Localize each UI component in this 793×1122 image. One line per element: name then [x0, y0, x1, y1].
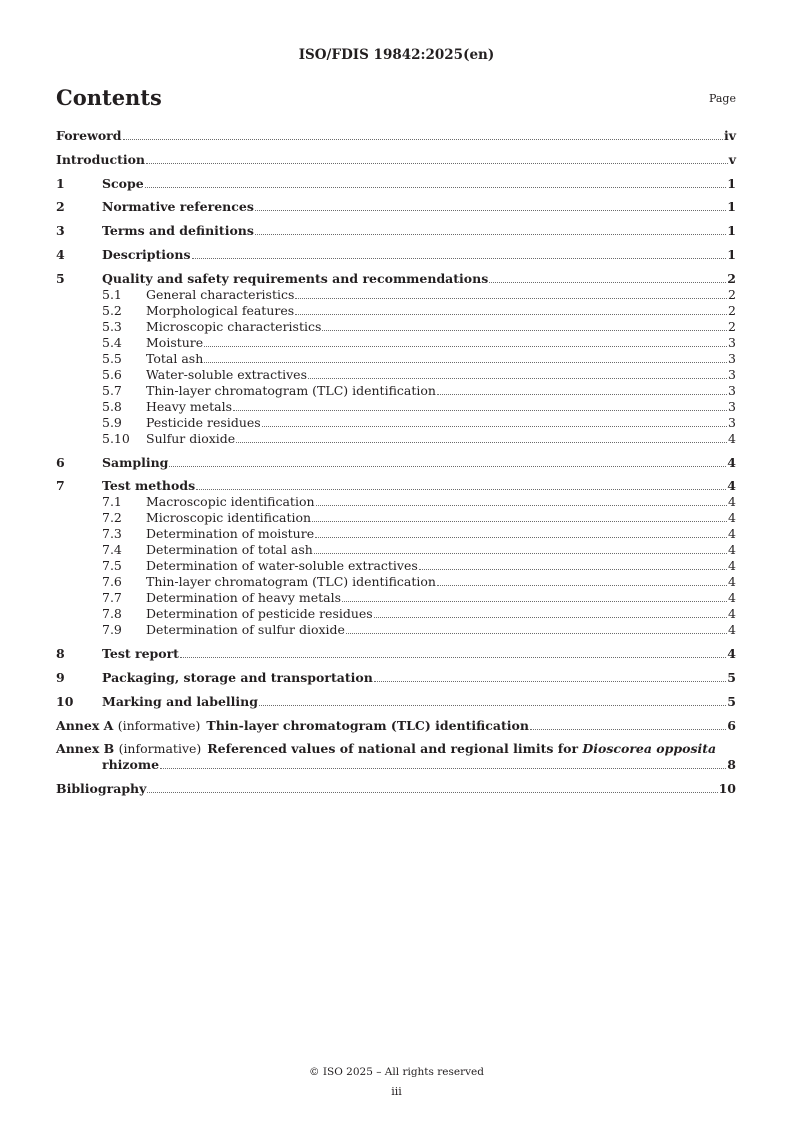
toc-entry-title: Water-soluble extractives: [146, 366, 307, 382]
leader-dots: [204, 346, 727, 347]
toc-entry-title: Terms and definitions: [102, 223, 254, 239]
toc-entry-page: 10: [718, 781, 736, 797]
toc-entry-number: 9: [56, 669, 65, 685]
leader-dots: [169, 466, 726, 467]
toc-subentry-7-9[interactable]: [56, 622, 736, 638]
toc-entry-quality-safety[interactable]: [56, 271, 736, 287]
toc-entry-normative-references[interactable]: [56, 199, 736, 215]
toc-entry-number: 7.7: [102, 590, 122, 606]
toc-entry-page: 5: [727, 669, 736, 685]
toc-entry-page: 2: [727, 270, 736, 286]
toc-entry-page: 3: [728, 366, 736, 382]
toc-entry-title: Foreword: [56, 128, 122, 143]
toc-entry-number: 5.6: [102, 366, 122, 382]
leader-dots: [255, 234, 726, 235]
toc-entry-bibliography[interactable]: [56, 781, 736, 797]
toc-subentry-7-2[interactable]: [56, 510, 736, 526]
toc-entry-page: 4: [727, 646, 736, 662]
toc-subentry-5-6[interactable]: [56, 367, 736, 383]
toc-entry-title: Bibliography: [56, 781, 147, 797]
toc-entry-title: Determination of heavy metals: [146, 590, 342, 606]
toc-entry-title: Heavy metals: [146, 398, 232, 414]
annex-title: Thin-layer chromatogram (TLC) identification: [206, 717, 529, 733]
toc-entry-title: Determination of water-soluble extractives: [146, 558, 418, 574]
toc-entry-number: 7.3: [102, 526, 122, 542]
leader-dots: [316, 505, 728, 506]
toc-entry-page: 4: [728, 574, 736, 590]
leader-dots: [147, 792, 717, 793]
toc-subentry-7-6[interactable]: [56, 574, 736, 590]
toc-entry-number: 7.4: [102, 542, 122, 558]
toc-entry-packaging[interactable]: [56, 670, 736, 686]
toc-entry-page: 4: [728, 558, 736, 574]
annex-informative: (informative): [118, 741, 202, 757]
toc-entry-number: 5.9: [102, 414, 122, 430]
annex-b-line-2: [56, 757, 736, 773]
toc-entry-test-methods[interactable]: [56, 478, 736, 494]
leader-dots: [308, 378, 727, 379]
leader-dots: [255, 210, 726, 211]
leader-dots: [374, 617, 727, 618]
page-number: iii: [391, 1085, 402, 1098]
toc-subentry-7-1[interactable]: [56, 494, 736, 510]
leader-dots: [314, 553, 727, 554]
toc-entry-page: 3: [728, 350, 736, 366]
leader-dots: [180, 657, 726, 658]
toc-entry-number: 7.8: [102, 606, 122, 622]
leader-dots: [322, 330, 727, 331]
toc-subentry-5-5[interactable]: [56, 351, 736, 367]
contents-title: Contents: [56, 85, 162, 110]
toc-entry-number: 5.10: [102, 430, 130, 446]
toc-entry-number: 4: [56, 246, 65, 262]
toc-entry-number: 7.9: [102, 622, 122, 638]
toc-entry-page: 4: [728, 494, 736, 510]
toc-entry-number: 5.7: [102, 382, 122, 398]
toc-entry-title: Sampling: [102, 454, 169, 470]
toc-entry-page: 2: [728, 286, 736, 302]
annex-informative: (informative): [117, 717, 201, 733]
toc-entry-page: iv: [723, 128, 736, 143]
toc-entry-title: General characteristics: [146, 286, 295, 302]
toc-entry-title: Total ash: [146, 350, 204, 366]
toc-entry-title: Quality and safety requirements and recommendations: [102, 270, 489, 286]
toc-entry-page: 4: [728, 622, 736, 638]
toc-entry-number: 5.4: [102, 334, 122, 350]
leader-dots: [489, 282, 726, 283]
toc-entry-title: Determination of total ash: [146, 542, 313, 558]
leader-dots: [204, 362, 727, 363]
leader-dots: [342, 601, 727, 602]
toc-entry-page: 4: [728, 542, 736, 558]
toc-entry-page: 8: [727, 757, 736, 773]
toc-entry-title: Macroscopic identification: [146, 494, 315, 510]
toc-subentry-5-9[interactable]: [56, 415, 736, 431]
toc-entry-title: Determination of pesticide residues: [146, 606, 373, 622]
toc-entry-title: [56, 718, 529, 734]
toc-entry-page: 1: [727, 223, 736, 239]
toc-entry-number: 7: [56, 478, 65, 494]
toc-entry-title: Sulfur dioxide: [146, 430, 236, 446]
toc-entry-title: Test report: [102, 646, 179, 662]
toc-entry-number: 10: [56, 693, 74, 709]
toc-entry-terms-definitions[interactable]: [56, 223, 736, 239]
toc-subentry-5-3[interactable]: [56, 319, 736, 335]
toc-subentry-5-7[interactable]: [56, 383, 736, 399]
leader-dots: [346, 633, 727, 634]
toc-entry-page: 4: [727, 478, 736, 494]
toc-entry-title: Microscopic identification: [146, 510, 312, 526]
toc-entry-title: Morphological features: [146, 302, 295, 318]
leader-dots: [196, 489, 726, 490]
leader-dots: [312, 521, 727, 522]
toc-entry-page: 4: [728, 590, 736, 606]
toc-entry-number: 2: [56, 199, 65, 215]
toc-entry-page: 3: [728, 414, 736, 430]
leader-dots: [233, 410, 727, 411]
toc-entry-annex-a[interactable]: [56, 718, 736, 734]
leader-dots: [419, 569, 727, 570]
leader-dots: [123, 139, 723, 140]
annex-title-italic: Dioscorea opposita: [582, 741, 717, 757]
toc-subentry-7-5[interactable]: [56, 558, 736, 574]
toc-subentry-5-1[interactable]: [56, 287, 736, 303]
leader-dots: [315, 537, 727, 538]
toc-entry-number: 3: [56, 223, 65, 239]
toc-entry-number: 7.2: [102, 510, 122, 526]
annex-label: Annex B: [56, 741, 115, 757]
leader-dots: [295, 298, 727, 299]
document-header: ISO/FDIS 19842:2025(en): [298, 47, 495, 63]
toc-entry-title: Microscopic characteristics: [146, 318, 322, 334]
toc-entry-test-report[interactable]: [56, 646, 736, 662]
toc-entry-title: Moisture: [146, 334, 204, 350]
toc-entry-number: 6: [56, 454, 65, 470]
toc-entry-page: 3: [728, 398, 736, 414]
leader-dots: [437, 585, 727, 586]
toc-entry-number: 5.5: [102, 350, 122, 366]
toc-subentry-5-8[interactable]: [56, 399, 736, 415]
toc-entry-marking[interactable]: [56, 694, 736, 710]
toc-entry-number: 5.1: [102, 286, 122, 302]
toc-entry-number: 5.2: [102, 302, 122, 318]
toc-entry-title: Introduction: [56, 151, 146, 167]
annex-title-part2: rhizome: [102, 757, 160, 773]
annex-b-line-1: [56, 741, 736, 757]
toc-subentry-5-2[interactable]: [56, 303, 736, 319]
toc-entry-page: v: [728, 151, 736, 167]
toc-subentry-5-4[interactable]: [56, 335, 736, 351]
toc-entry-title: Thin-layer chromatogram (TLC) identification: [146, 574, 436, 590]
toc-entry-title: Packaging, storage and transportation: [102, 669, 373, 685]
table-of-contents: [56, 128, 736, 797]
toc-entry-descriptions[interactable]: [56, 247, 736, 263]
toc-subentry-5-10[interactable]: [56, 431, 736, 447]
toc-entry-page: 4: [728, 526, 736, 542]
toc-entry-page: 1: [727, 246, 736, 262]
toc-entry-page: 3: [728, 334, 736, 350]
leader-dots: [160, 768, 726, 769]
leader-dots: [374, 681, 727, 682]
leader-dots: [530, 729, 726, 730]
toc-entry-scope[interactable]: [56, 176, 736, 192]
toc-entry-page: 2: [728, 318, 736, 334]
annex-title-part1: Referenced values of national and regional limits for: [207, 741, 579, 757]
toc-entry-title: Scope: [102, 175, 144, 191]
leader-dots: [146, 163, 728, 164]
toc-entry-page: 4: [728, 606, 736, 622]
page-column-label: Page: [708, 92, 736, 105]
toc-entry-number: 5: [56, 270, 65, 286]
toc-subentry-7-3[interactable]: [56, 526, 736, 542]
toc-entry-number: 7.1: [102, 494, 122, 510]
toc-entry-number: 5.8: [102, 398, 122, 414]
toc-entry-introduction[interactable]: [56, 152, 736, 168]
toc-entry-title: Descriptions: [102, 246, 191, 262]
toc-entry-page: 4: [728, 430, 736, 446]
toc-entry-title: Test methods: [102, 478, 196, 494]
leader-dots: [437, 394, 727, 395]
toc-entry-page: 2: [728, 302, 736, 318]
toc-entry-sampling[interactable]: [56, 455, 736, 471]
toc-entry-page: 4: [728, 510, 736, 526]
toc-entry-title: Thin-layer chromatogram (TLC) identification: [146, 382, 436, 398]
leader-dots: [259, 705, 726, 706]
toc-entry-number: 1: [56, 175, 65, 191]
toc-subentry-7-7[interactable]: [56, 590, 736, 606]
toc-entry-title: Determination of moisture: [146, 526, 315, 542]
toc-subentry-7-4[interactable]: [56, 542, 736, 558]
toc-entry-annex-b[interactable]: [56, 741, 736, 773]
toc-entry-number: 7.5: [102, 558, 122, 574]
leader-dots: [295, 314, 727, 315]
toc-entry-foreword[interactable]: [56, 128, 736, 144]
toc-entry-page: 3: [728, 382, 736, 398]
leader-dots: [192, 258, 727, 259]
annex-label: Annex A: [56, 717, 114, 733]
toc-entry-number: 7.6: [102, 574, 122, 590]
toc-entry-title: Marking and labelling: [102, 693, 259, 709]
toc-entry-page: 1: [727, 175, 736, 191]
toc-entry-page: 5: [727, 693, 736, 709]
leader-dots: [236, 442, 727, 443]
leader-dots: [145, 187, 727, 188]
toc-entry-page: 6: [727, 717, 736, 733]
toc-entry-number: 8: [56, 646, 65, 662]
toc-entry-page: 4: [727, 454, 736, 470]
leader-dots: [262, 426, 727, 427]
toc-entry-title: Pesticide residues: [146, 414, 261, 430]
toc-entry-page: 1: [727, 199, 736, 215]
toc-entry-number: 5.3: [102, 318, 122, 334]
toc-entry-title: Normative references: [102, 199, 254, 215]
toc-subentry-7-8[interactable]: [56, 606, 736, 622]
toc-entry-title: Determination of sulfur dioxide: [146, 622, 345, 638]
copyright-footer: © ISO 2025 – All rights reserved: [309, 1066, 484, 1078]
